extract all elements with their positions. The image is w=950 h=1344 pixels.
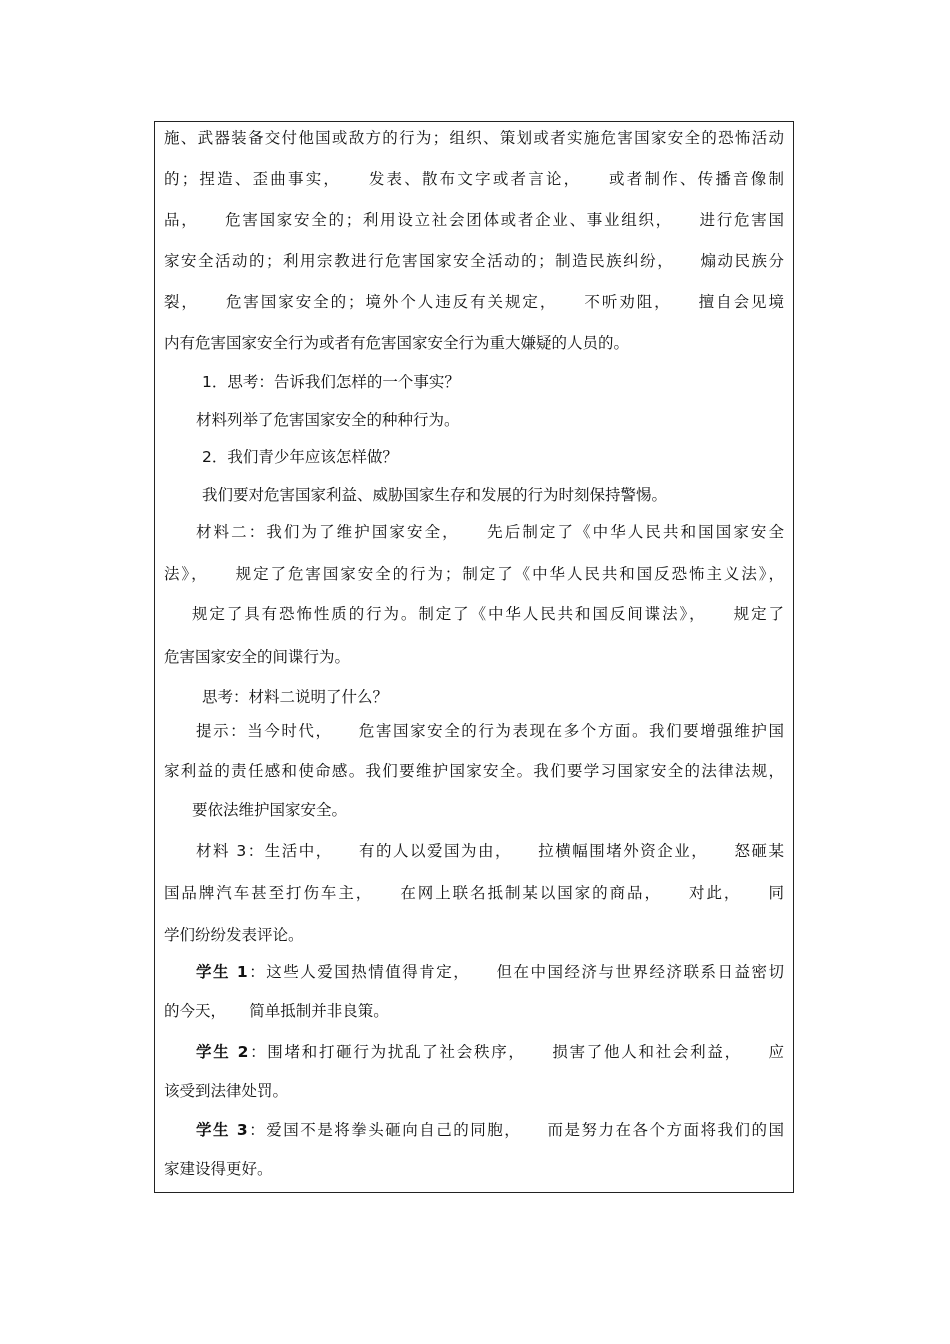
answer-2: 我们要对危害国家利益、威胁国家生存和发展的行为时刻保持警惕。 <box>202 486 668 504</box>
think-2: 思考：材料二说明了什么？ <box>202 688 389 706</box>
material2-line: 法》， 规定了危害国家安全的行为；制定了《中华人民共和国反恐怖主义法》， <box>164 565 784 583</box>
hint-line: 要依法维护国家安全。 <box>192 801 348 819</box>
student-2-line <box>196 1041 784 1063</box>
material3-line: 学们纷纷发表评论。 <box>164 926 304 944</box>
student-2-label: 学生 2 <box>196 1043 249 1061</box>
text-line: 品， 危害国家安全的；利用设立社会团体或者企业、事业组织， 进行危害国 <box>164 211 784 229</box>
question-2: 2．我们青少年应该怎样做？ <box>202 448 398 466</box>
text-line: 内有危害国家安全行为或者有危害国家安全行为重大嫌疑的人员的。 <box>164 334 630 352</box>
student-2-text: ：围堵和打砸行为扰乱了社会秩序， 损害了他人和社会利益， 应 <box>248 1043 784 1061</box>
material2-line: 危害国家安全的间谍行为。 <box>164 648 351 666</box>
student-2-line: 该受到法律处罚。 <box>164 1082 289 1100</box>
hint-line: 家利益的责任感和使命感。我们要维护国家安全。我们要学习国家安全的法律法规， <box>164 762 784 780</box>
text-line: 裂， 危害国家安全的；境外个人违反有关规定， 不听劝阻， 擅自会见境 <box>164 293 784 311</box>
student-1-line <box>196 961 784 983</box>
text-line: 家安全活动的；利用宗教进行危害国家安全活动的；制造民族纠纷， 煽动民族分 <box>164 252 784 270</box>
hint-line: 提示：当今时代， 危害国家安全的行为表现在多个方面。我们要增强维护国 <box>196 722 784 740</box>
text-line: 施、武器装备交付他国或敌方的行为；组织、策划或者实施危害国家安全的恐怖活动 <box>164 129 784 147</box>
material2-line: 材料二：我们为了维护国家安全， 先后制定了《中华人民共和国国家安全 <box>196 523 784 541</box>
question-1: 1．思考：告诉我们怎样的一个事实？ <box>202 373 460 391</box>
material2-line: 规定了具有恐怖性质的行为。制定了《中华人民共和国反间谍法》， 规定了 <box>192 605 784 623</box>
text-line: 的；捏造、歪曲事实， 发表、散布文字或者言论， 或者制作、传播音像制 <box>164 170 784 188</box>
student-3-label: 学生 3 <box>196 1121 248 1139</box>
student-3-text: ：爱国不是将拳头砸向自己的同胞， 而是努力在各个方面将我们的国 <box>247 1121 784 1139</box>
material3-line: 材料 3：生活中， 有的人以爱国为由， 拉横幅围堵外资企业， 怒砸某 <box>196 842 784 860</box>
material3-line: 国品牌汽车甚至打伤车主， 在网上联名抵制某以国家的商品， 对此， 同 <box>164 884 784 902</box>
answer-1: 材料列举了危害国家安全的种种行为。 <box>196 411 460 429</box>
student-3-line <box>196 1119 784 1141</box>
student-3-line: 家建设得更好。 <box>164 1160 273 1178</box>
student-1-text: ：这些人爱国热情值得肯定， 但在中国经济与世界经济联系日益密切 <box>247 963 784 981</box>
student-1-line: 的今天， 简单抵制并非良策。 <box>164 1002 389 1020</box>
student-1-label: 学生 1 <box>196 963 248 981</box>
